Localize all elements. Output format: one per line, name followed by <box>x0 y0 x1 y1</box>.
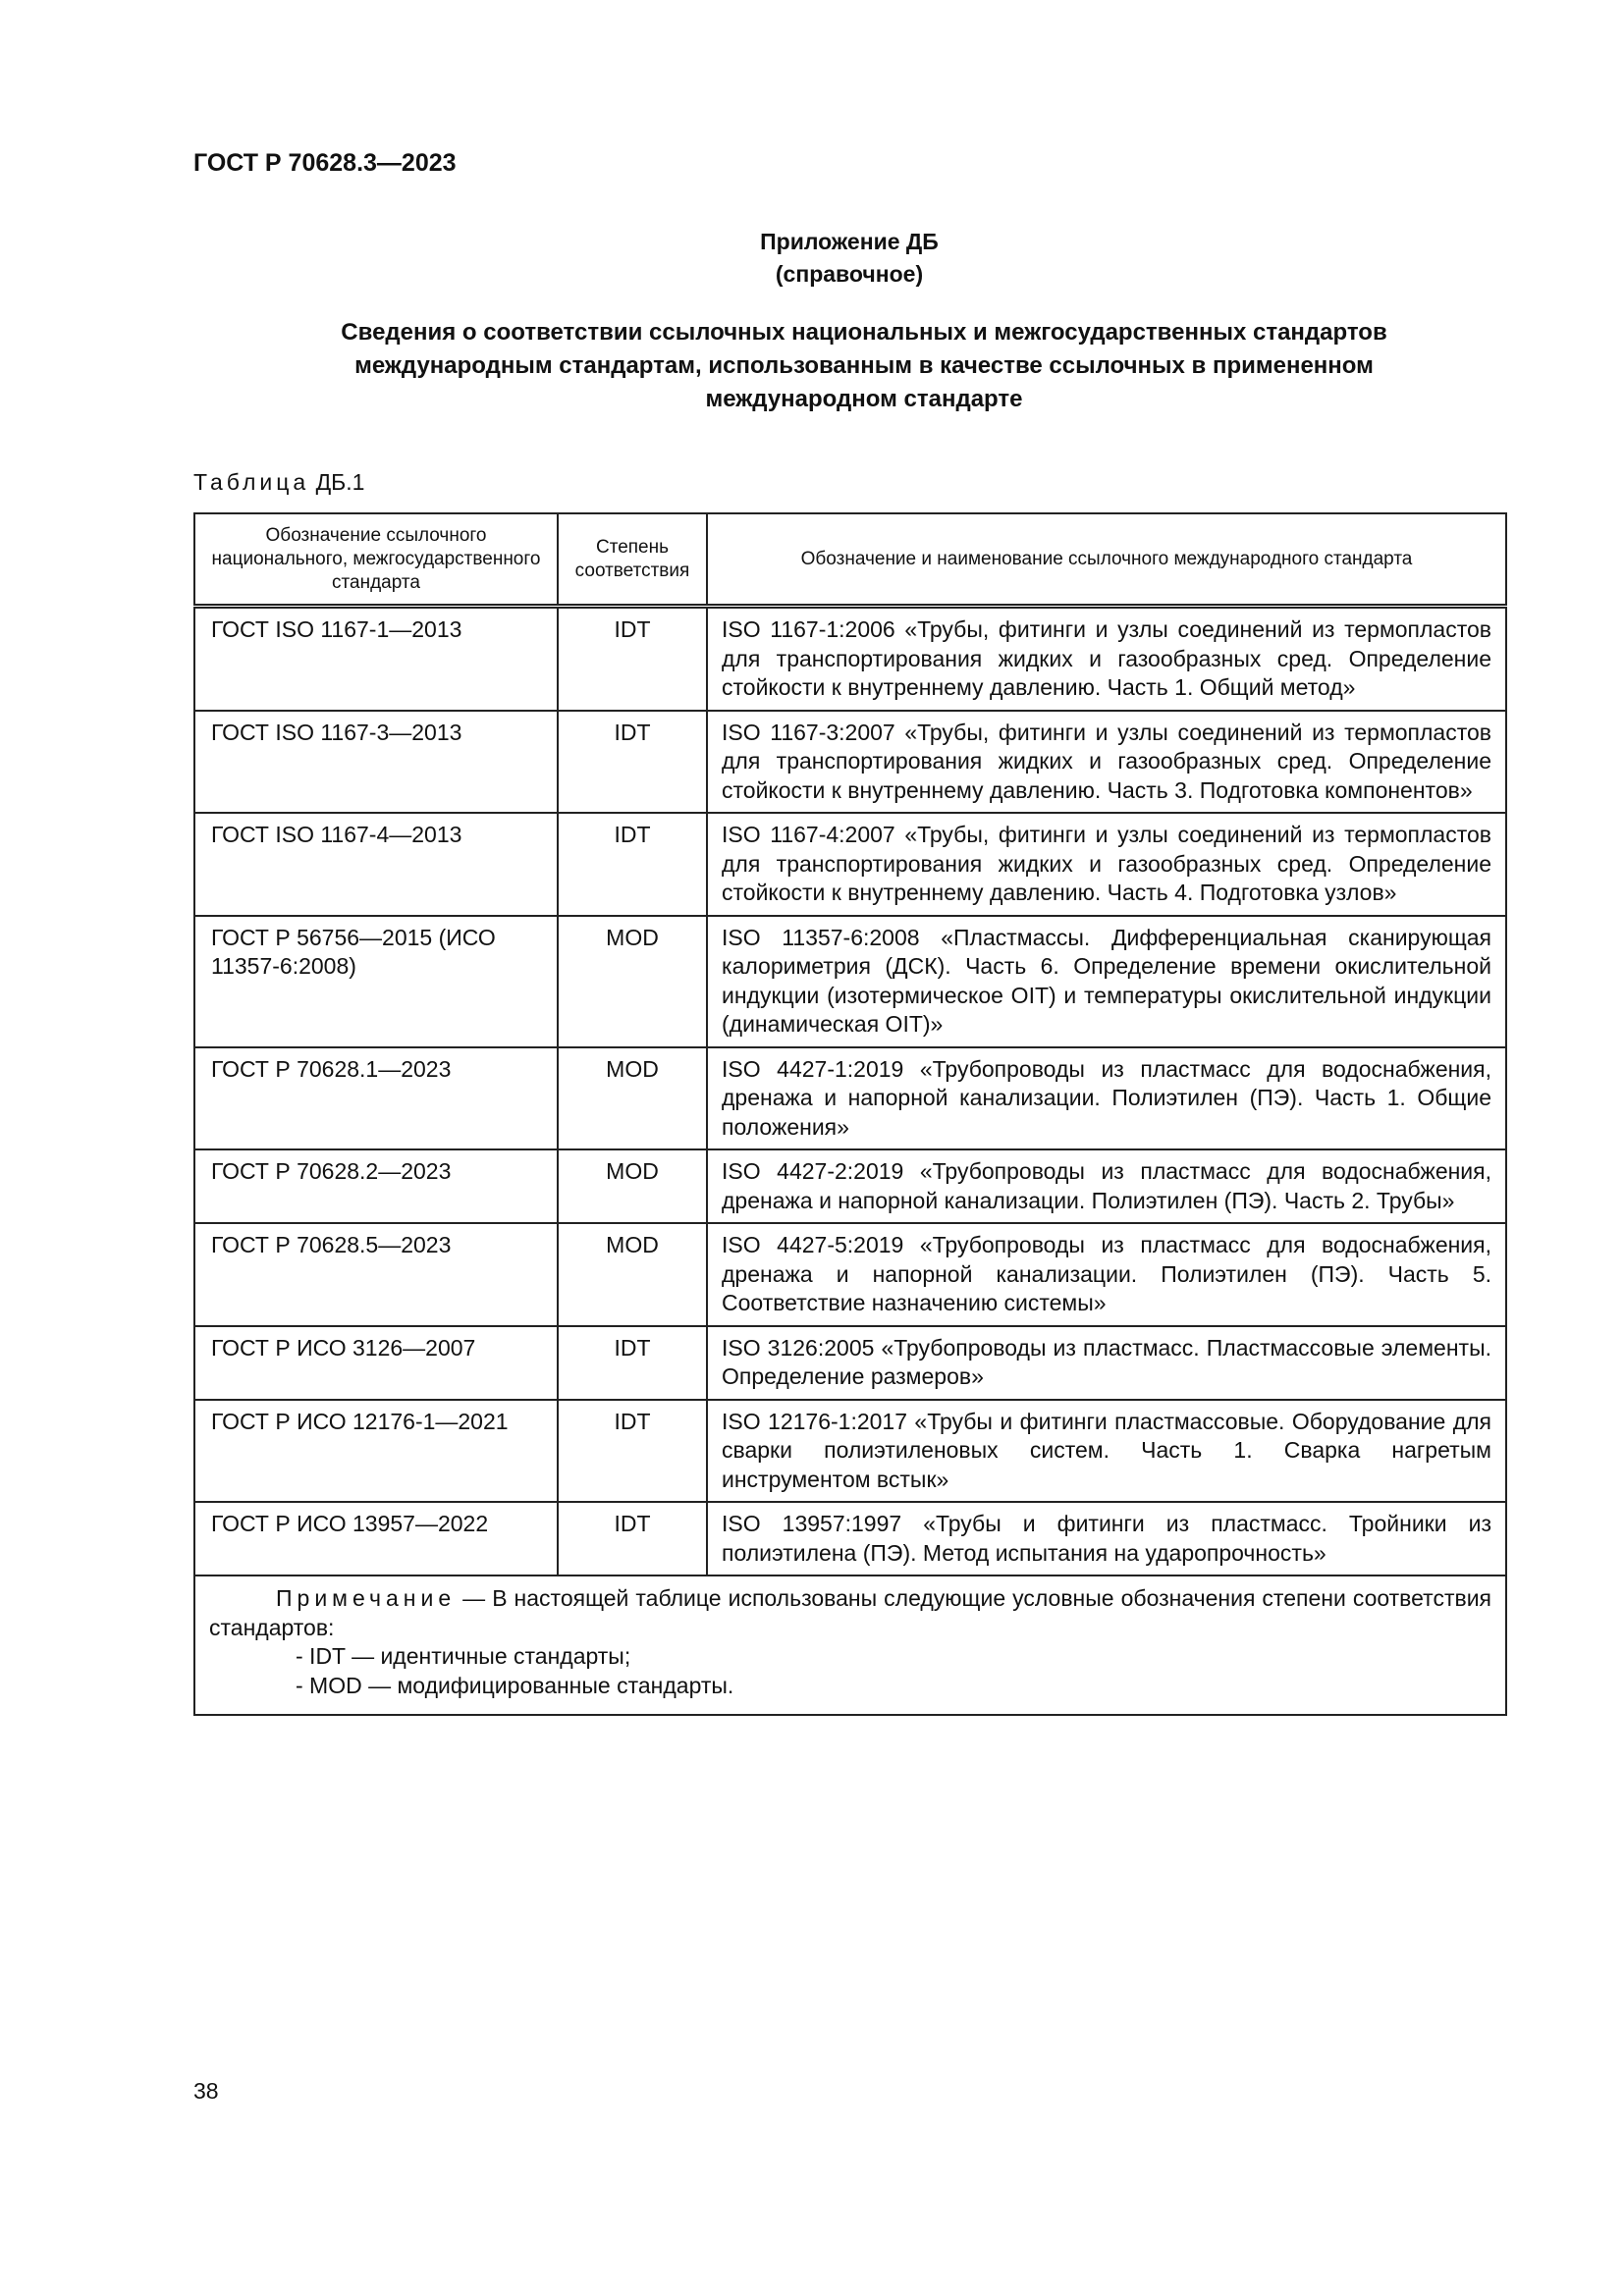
international-standard-cell: ISO 4427-5:2019 «Трубопроводы из пластмасс для водоснабжения, дренажа и напорной канализации. Полиэтилен (ПЭ). Часть 5. Соответствие назначению системы» <box>707 1223 1506 1326</box>
national-standard-cell: ГОСТ Р 70628.2—2023 <box>194 1149 558 1223</box>
degree-cell: MOD <box>558 1223 707 1326</box>
table-note <box>194 1575 1506 1715</box>
degree-cell: IDT <box>558 711 707 814</box>
note-list-item: - MOD — модифицированные стандарты. <box>296 1672 734 1698</box>
note-text: — В настоящей таблице использованы следующие условные обозначения степени соответствия стандартов: <box>209 1585 1492 1640</box>
appendix-heading <box>0 226 1624 291</box>
international-standard-cell: ISO 3126:2005 «Трубопроводы из пластмасс. Пластмассовые элементы. Определение размеров» <box>707 1326 1506 1400</box>
table-row <box>194 1400 1506 1503</box>
title-line: международным стандартам, использованным в качестве ссылочных в примененном <box>354 352 1374 379</box>
table-row <box>194 607 1506 711</box>
title-line: международном стандарте <box>705 386 1023 412</box>
table-row <box>194 1223 1506 1326</box>
title-line: Сведения о соответствии ссылочных национальных и межгосударственных стандартов <box>341 319 1387 346</box>
note-paragraph <box>209 1584 1491 1642</box>
table-caption-word: Таблица <box>193 469 310 495</box>
table-row <box>194 1149 1506 1223</box>
national-standard-cell: ГОСТ Р 70628.1—2023 <box>194 1047 558 1150</box>
page-number: 38 <box>193 2078 219 2104</box>
national-standard-cell: ГОСТ Р ИСО 12176-1—2021 <box>194 1400 558 1503</box>
national-standard-cell: ГОСТ Р ИСО 13957—2022 <box>194 1502 558 1575</box>
table-note-row <box>194 1575 1506 1715</box>
appendix-subtitle: (справочное) <box>775 261 924 287</box>
table-row <box>194 916 1506 1047</box>
table-row <box>194 711 1506 814</box>
table-row <box>194 1047 1506 1150</box>
note-list-item: - IDT — идентичные стандарты; <box>296 1643 631 1669</box>
national-standard-cell: ГОСТ Р ИСО 3126—2007 <box>194 1326 558 1400</box>
degree-cell: IDT <box>558 1326 707 1400</box>
international-standard-cell: ISO 13957:1997 «Трубы и фитинги из пластмасс. Тройники из полиэтилена (ПЭ). Метод испытания на ударопрочность» <box>707 1502 1506 1575</box>
header-degree: Степень соответствия <box>558 513 707 607</box>
standards-table <box>193 512 1507 1716</box>
document-code: ГОСТ Р 70628.3—2023 <box>193 149 457 177</box>
table-row <box>194 1326 1506 1400</box>
table-row <box>194 813 1506 916</box>
international-standard-cell: ISO 4427-1:2019 «Трубопроводы из пластмасс для водоснабжения, дренажа и напорной канализации. Полиэтилен (ПЭ). Часть 1. Общие положения» <box>707 1047 1506 1150</box>
header-national-standard: Обозначение ссылочного национального, межгосударственного стандарта <box>194 513 558 607</box>
national-standard-cell: ГОСТ ISO 1167-1—2013 <box>194 607 558 711</box>
table-caption-number: ДБ.1 <box>315 469 365 495</box>
national-standard-cell: ГОСТ Р 70628.5—2023 <box>194 1223 558 1326</box>
degree-cell: IDT <box>558 813 707 916</box>
national-standard-cell: ГОСТ ISO 1167-4—2013 <box>194 813 558 916</box>
degree-cell: IDT <box>558 607 707 711</box>
international-standard-cell: ISO 12176-1:2017 «Трубы и фитинги пластмассовые. Оборудование для сварки полиэтиленовых систем. Часть 1. Сварка нагретым инструментом встык» <box>707 1400 1506 1503</box>
international-standard-cell: ISO 4427-2:2019 «Трубопроводы из пластмасс для водоснабжения, дренажа и напорной канализации. Полиэтилен (ПЭ). Часть 2. Трубы» <box>707 1149 1506 1223</box>
table-header-row <box>194 513 1506 607</box>
degree-cell: MOD <box>558 916 707 1047</box>
table-caption <box>193 469 364 496</box>
section-title <box>226 316 1502 416</box>
international-standard-cell: ISO 1167-3:2007 «Трубы, фитинги и узлы соединений из термопластов для транспортирования жидких и газообразных сред. Определение стойкости к внутреннему давлению. Часть 3. Подготовка компонентов» <box>707 711 1506 814</box>
national-standard-cell: ГОСТ Р 56756—2015 (ИСО 11357-6:2008) <box>194 916 558 1047</box>
header-international-standard: Обозначение и наименование ссылочного международного стандарта <box>707 513 1506 607</box>
international-standard-cell: ISO 1167-1:2006 «Трубы, фитинги и узлы соединений из термопластов для транспортирования жидких и газообразных сред. Определение стойкости к внутреннему давлению. Часть 1. Общий метод» <box>707 607 1506 711</box>
degree-cell: MOD <box>558 1047 707 1150</box>
degree-cell: IDT <box>558 1400 707 1503</box>
international-standard-cell: ISO 11357-6:2008 «Пластмассы. Дифференциальная сканирующая калориметрия (ДСК). Часть 6. Определение времени окислительной индукции (изотермическое OIT) и температуры окислительной индукции (динамическая OIT)» <box>707 916 1506 1047</box>
note-label: Примечание <box>276 1585 457 1611</box>
appendix-title: Приложение ДБ <box>760 229 939 254</box>
national-standard-cell: ГОСТ ISO 1167-3—2013 <box>194 711 558 814</box>
table-row <box>194 1502 1506 1575</box>
degree-cell: MOD <box>558 1149 707 1223</box>
degree-cell: IDT <box>558 1502 707 1575</box>
international-standard-cell: ISO 1167-4:2007 «Трубы, фитинги и узлы соединений из термопластов для транспортирования жидких и газообразных сред. Определение стойкости к внутреннему давлению. Часть 4. Подготовка узлов» <box>707 813 1506 916</box>
